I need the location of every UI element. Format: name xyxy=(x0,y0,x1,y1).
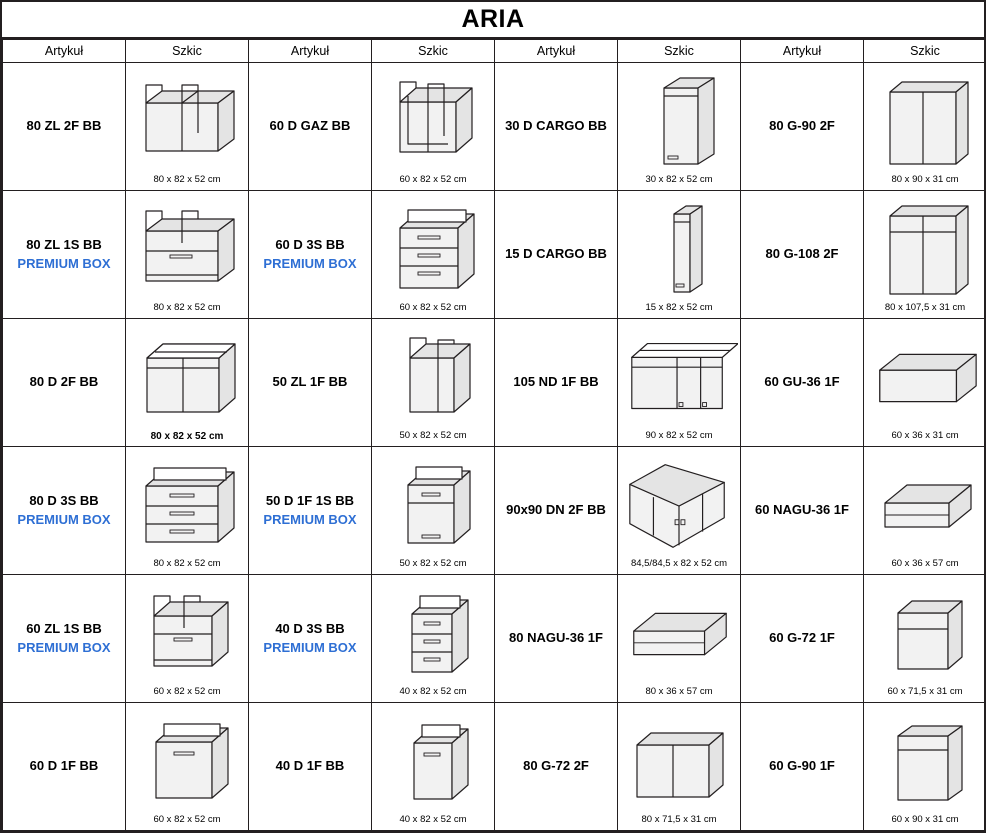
product-code: 60 G-72 1F xyxy=(769,630,835,646)
dimension-label: 30 x 82 x 52 cm xyxy=(645,174,713,186)
product-name xyxy=(495,703,618,831)
product-code: 30 D CARGO BB xyxy=(505,118,607,134)
product-code: 90x90 DN 2F BB xyxy=(506,502,606,518)
product-code: 80 G-108 2F xyxy=(765,246,839,262)
product-name xyxy=(249,319,372,447)
product-sketch xyxy=(618,319,741,447)
product-sketch xyxy=(372,63,495,191)
product-sketch xyxy=(618,191,741,319)
product-sketch xyxy=(372,191,495,319)
product-sketch xyxy=(864,575,986,703)
dimension-label: 80 x 82 x 52 cm xyxy=(153,302,221,314)
dimension-label: 60 x 71,5 x 31 cm xyxy=(887,686,963,698)
product-name xyxy=(3,191,126,319)
corner-base-icon xyxy=(620,325,738,432)
dimension-label: 84,5/84,5 x 82 x 52 cm xyxy=(630,558,728,570)
wall-1f-icon xyxy=(866,581,984,688)
product-sketch xyxy=(126,575,249,703)
cargo-30-icon xyxy=(620,69,738,176)
product-sketch xyxy=(864,63,986,191)
product-sketch xyxy=(864,447,986,575)
dimension-label: 80 x 107,5 x 31 cm xyxy=(884,302,966,314)
product-name xyxy=(741,447,864,575)
product-code: 80 D 2F BB xyxy=(29,374,99,390)
product-sketch xyxy=(126,703,249,831)
product-name xyxy=(3,319,126,447)
product-code: 60 NAGU-36 1F xyxy=(755,502,849,518)
column-header-artykul-4: Artykuł xyxy=(741,40,864,63)
drawer-3s-wide-icon xyxy=(128,453,246,560)
product-code: 15 D CARGO BB xyxy=(505,246,607,262)
column-header-szkic-3: Szkic xyxy=(618,40,741,63)
product-code: 60 G-90 1F xyxy=(769,758,835,774)
product-name xyxy=(3,63,126,191)
dimension-label: 60 x 82 x 52 cm xyxy=(399,174,467,186)
product-name xyxy=(495,575,618,703)
product-code: 80 G-90 2F xyxy=(769,118,835,134)
product-code: 105 ND 1F BB xyxy=(513,374,599,390)
column-header-artykul-1: Artykuł xyxy=(3,40,126,63)
column-header-artykul-3: Artykuł xyxy=(495,40,618,63)
cargo-15-icon xyxy=(620,197,738,304)
product-code: 60 GU-36 1F xyxy=(764,374,840,390)
drawer-3s-narrow-icon xyxy=(374,581,492,688)
product-sketch xyxy=(126,191,249,319)
base-1f-icon xyxy=(128,709,246,816)
wall-2f-wide-icon xyxy=(620,709,738,816)
product-name xyxy=(249,447,372,575)
dimension-label: 50 x 82 x 52 cm xyxy=(399,430,467,442)
dimension-label: 80 x 36 x 57 cm xyxy=(645,686,713,698)
dimension-label: 15 x 82 x 52 cm xyxy=(645,302,713,314)
product-name xyxy=(495,447,618,575)
premium-badge: PREMIUM BOX xyxy=(263,255,357,271)
product-code: 50 ZL 1F BB xyxy=(272,374,348,390)
product-sketch xyxy=(618,63,741,191)
dimension-label: 80 x 82 x 52 cm xyxy=(153,558,221,570)
product-sketch xyxy=(864,191,986,319)
product-code: 80 ZL 1S BB xyxy=(26,236,102,252)
product-code: 80 D 3S BB xyxy=(29,492,99,508)
product-name xyxy=(495,319,618,447)
wall-2f-tall-icon xyxy=(866,197,984,304)
table-header-row xyxy=(3,40,986,63)
product-name xyxy=(495,63,618,191)
product-code: 60 D GAZ BB xyxy=(269,118,351,134)
product-sketch xyxy=(618,447,741,575)
product-name xyxy=(741,63,864,191)
product-name xyxy=(741,703,864,831)
wall-1f-tall-icon xyxy=(866,709,984,816)
product-code: 80 ZL 2F BB xyxy=(26,118,102,134)
product-code: 40 D 3S BB xyxy=(275,620,345,636)
table-row xyxy=(3,447,986,575)
table-row xyxy=(3,703,986,831)
dimension-label: 60 x 82 x 52 cm xyxy=(399,302,467,314)
column-header-artykul-2: Artykuł xyxy=(249,40,372,63)
hood-box-wide-icon xyxy=(620,581,738,688)
base-2f-open-icon xyxy=(128,325,246,431)
product-sketch xyxy=(372,575,495,703)
hood-box-icon xyxy=(866,453,984,560)
product-name xyxy=(741,319,864,447)
product-code: 80 NAGU-36 1F xyxy=(509,630,603,646)
product-sketch xyxy=(372,447,495,575)
premium-badge: PREMIUM BOX xyxy=(17,639,111,655)
product-name xyxy=(741,191,864,319)
product-sketch xyxy=(126,319,249,447)
drawer-3s-icon xyxy=(374,197,492,304)
table-row xyxy=(3,191,986,319)
dimension-label: 80 x 71,5 x 31 cm xyxy=(641,814,717,826)
column-header-szkic-4: Szkic xyxy=(864,40,986,63)
product-name xyxy=(3,703,126,831)
sink-base-1s-icon xyxy=(128,197,246,304)
product-name xyxy=(3,447,126,575)
dimension-label: 40 x 82 x 52 cm xyxy=(399,686,467,698)
product-sketch xyxy=(126,63,249,191)
dimension-label: 90 x 82 x 52 cm xyxy=(645,430,713,442)
wall-open-box-icon xyxy=(866,325,984,432)
column-header-szkic-1: Szkic xyxy=(126,40,249,63)
product-name xyxy=(741,575,864,703)
premium-badge: PREMIUM BOX xyxy=(17,255,111,271)
product-sketch xyxy=(126,447,249,575)
premium-badge: PREMIUM BOX xyxy=(263,639,357,655)
product-code: 40 D 1F BB xyxy=(275,758,345,774)
product-name xyxy=(3,575,126,703)
product-name xyxy=(249,575,372,703)
dimension-label: 60 x 90 x 31 cm xyxy=(891,814,959,826)
page-title: ARIA xyxy=(2,2,984,39)
product-sketch xyxy=(864,703,986,831)
table-row xyxy=(3,319,986,447)
sink-base-2f-icon xyxy=(128,69,246,176)
sink-1f-icon xyxy=(374,325,492,432)
product-code: 80 G-72 2F xyxy=(523,758,589,774)
product-table xyxy=(2,39,986,831)
dimension-label: 60 x 36 x 31 cm xyxy=(891,430,959,442)
dimension-label: 80 x 90 x 31 cm xyxy=(891,174,959,186)
product-code: 60 D 3S BB xyxy=(275,236,345,252)
dimension-label: 60 x 36 x 57 cm xyxy=(891,558,959,570)
table-row xyxy=(3,575,986,703)
product-code: 50 D 1F 1S BB xyxy=(265,492,355,508)
dimension-label: 50 x 82 x 52 cm xyxy=(399,558,467,570)
dimension-label: 40 x 82 x 52 cm xyxy=(399,814,467,826)
table-row xyxy=(3,63,986,191)
product-code: 60 ZL 1S BB xyxy=(26,620,102,636)
premium-badge: PREMIUM BOX xyxy=(263,511,357,527)
product-sketch xyxy=(864,319,986,447)
product-name xyxy=(249,703,372,831)
wall-2f-icon xyxy=(866,69,984,176)
gas-base-icon xyxy=(374,69,492,176)
product-sketch xyxy=(372,319,495,447)
product-sketch xyxy=(618,703,741,831)
product-sketch xyxy=(618,575,741,703)
sink-base-60-icon xyxy=(128,581,246,688)
premium-badge: PREMIUM BOX xyxy=(17,511,111,527)
product-code: 60 D 1F BB xyxy=(29,758,99,774)
corner-l-icon xyxy=(620,453,738,560)
column-header-szkic-2: Szkic xyxy=(372,40,495,63)
dimension-label: 60 x 82 x 52 cm xyxy=(153,686,221,698)
dimension-label: 80 x 82 x 52 cm xyxy=(153,174,221,186)
product-sketch xyxy=(372,703,495,831)
base-1f1s-icon xyxy=(374,453,492,560)
product-name xyxy=(249,63,372,191)
product-name xyxy=(495,191,618,319)
product-name xyxy=(249,191,372,319)
base-1f-narrow-icon xyxy=(374,709,492,816)
dimension-label: 60 x 82 x 52 cm xyxy=(153,814,221,826)
dimension-label: 80 x 82 x 52 cm xyxy=(150,430,224,442)
